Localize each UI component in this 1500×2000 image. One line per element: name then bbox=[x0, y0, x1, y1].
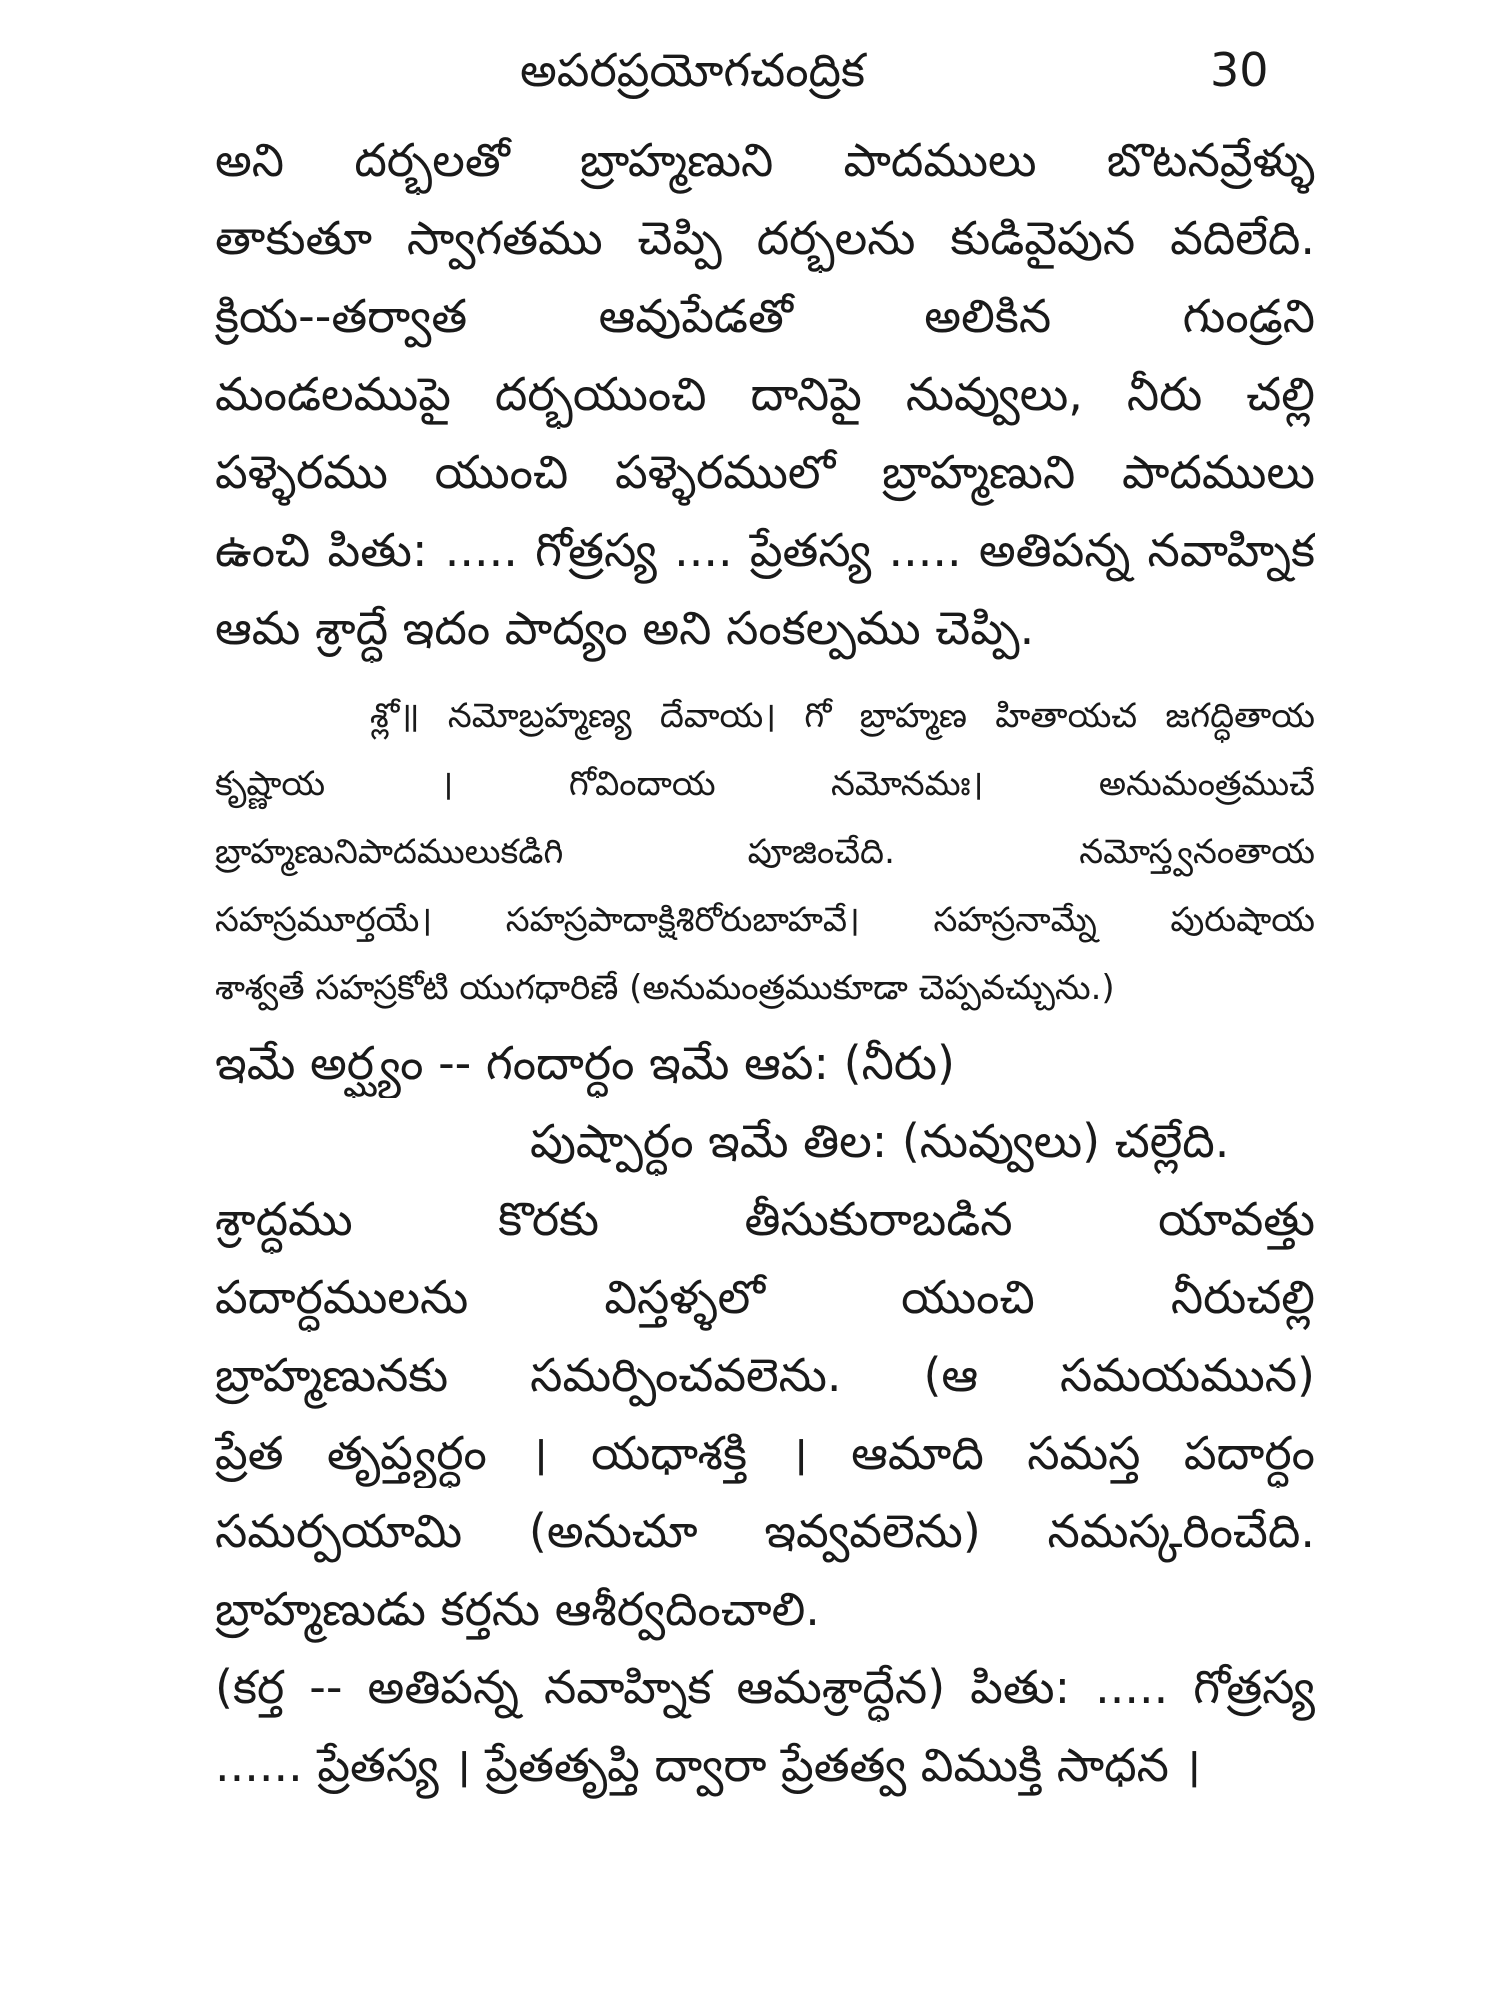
text-line: శ్రాద్ధము కొరకు తీసుకురాబడిన యావత్తు bbox=[215, 1192, 1315, 1246]
text-line: సమర్పయామి (అనుచూ ఇవ్వవలెను) నమస్కరించేది. bbox=[215, 1504, 1315, 1558]
text-line: ప్రేత తృప్త్యర్ధం । యధాశక్తి । ఆమాది సమస్త పదార్ధం bbox=[215, 1426, 1315, 1480]
text-line: పళ్ళెరము యుంచి పళ్ళెరములో బ్రాహ్మణుని పాదములు bbox=[215, 445, 1315, 499]
text-line: పదార్ధములను విస్తళ్ళలో యుంచి నీరుచల్లి bbox=[215, 1270, 1315, 1324]
text-line: ...... ప్రేతస్య । ప్రేతతృప్తి ద్వారా ప్రేతత్వ విముక్తి సాధన । bbox=[215, 1738, 1201, 1792]
sloka-line: సహస్రమూర్తయే। సహస్రపాదాక్షిశిరోరుబాహవే। సహస్రనామ్నే పురుషాయ bbox=[215, 900, 1315, 940]
text-line: మండలముపై దర్భయుంచి దానిపై నువ్వులు, నీరు చల్లి bbox=[215, 367, 1315, 421]
text-line: ఇమే అర్ఘ్యం -- గందార్ధం ఇమే ఆప: (నీరు) bbox=[215, 1036, 956, 1090]
text-line: ఆమ శ్రాద్ధే ఇదం పాద్యం అని సంకల్పము చెప్పి. bbox=[215, 601, 1035, 655]
text-line: పుష్పార్ధం ఇమే తిల: (నువ్వులు) చల్లేది. bbox=[530, 1114, 1230, 1168]
sloka-line: శ్లో॥ నమోబ్రహ్మణ్య దేవాయ। గో బ్రాహ్మణ హితాయచ జగద్ధితాయ bbox=[370, 696, 1315, 736]
sloka-line: శాశ్వతే సహస్రకోటి యుగధారిణే (అనుమంత్రముకూడా చెప్పవచ్చును.) bbox=[215, 968, 1115, 1008]
text-line: క్రియ--తర్వాత ఆవుపేడతో అలికిన గుండ్రని bbox=[215, 289, 1315, 343]
running-title: అపరప్రయోగచంద్రిక bbox=[520, 43, 866, 97]
text-line: (కర్త -- అతిపన్న నవాహ్నిక ఆమశ్రాద్ధేన) పితు: ..... గోత్రస్య bbox=[215, 1660, 1315, 1714]
text-line: ఉంచి పితు: ..... గోత్రస్య .... ప్రేతస్య ..... అతిపన్న నవాహ్నిక bbox=[215, 523, 1315, 577]
sloka-line: బ్రాహ్మణునిపాదములుకడిగి పూజించేది. నమోస్త్వనంతాయ bbox=[215, 832, 1315, 872]
text-line: అని దర్భలతో బ్రాహ్మణుని పాదములు బొటనవ్రేళ్ళు bbox=[215, 133, 1315, 187]
page-number: 30 bbox=[1210, 43, 1269, 97]
text-line: బ్రాహ్మణుడు కర్తను ఆశీర్వదించాలి. bbox=[215, 1582, 820, 1636]
text-line: బ్రాహ్మణునకు సమర్పించవలెను. (ఆ సమయమున) bbox=[215, 1348, 1315, 1402]
sloka-line: కృష్ణాయ । గోవిందాయ నమోనమః। అనుమంత్రముచే bbox=[215, 764, 1315, 804]
text-line: తాకుతూ స్వాగతము చెప్పి దర్భలను కుడివైపున వదిలేది. bbox=[215, 211, 1315, 265]
